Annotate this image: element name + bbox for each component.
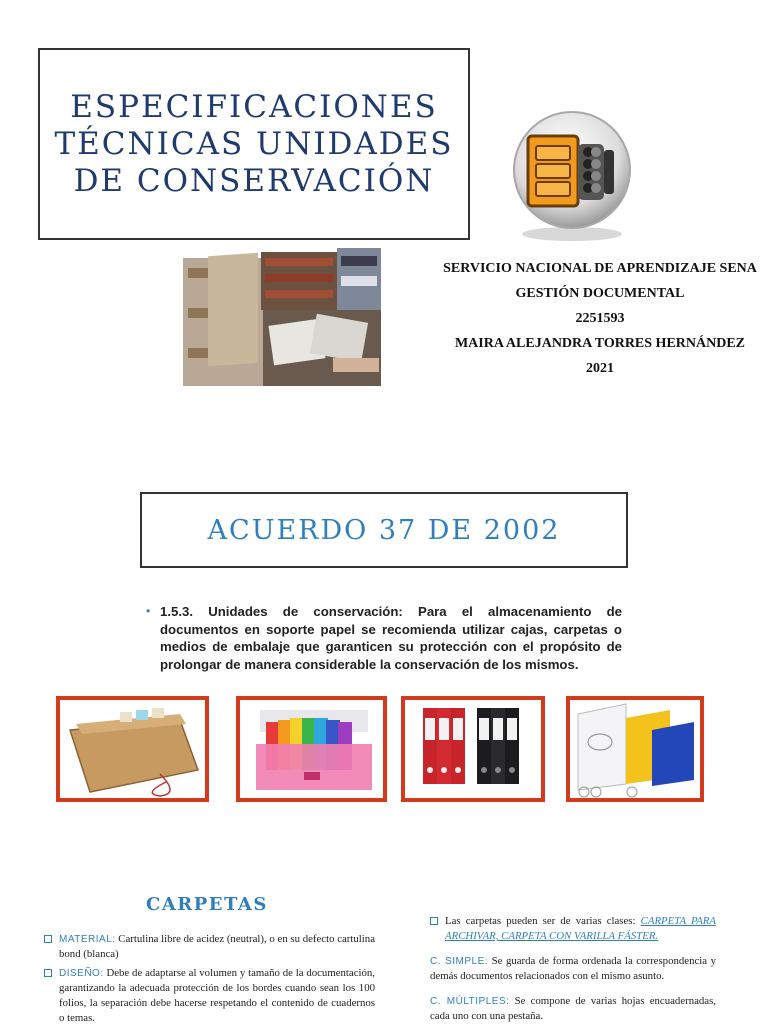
carpetas-right-column — [430, 914, 716, 1024]
list-item — [44, 932, 375, 962]
organization-block — [440, 256, 760, 381]
title-line-3: DE CONSERVACIÓN — [73, 162, 435, 199]
checkbox-bullet-icon — [44, 935, 52, 943]
agreement-paragraph: 1.5.3. Unidades de conservación: Para el almacenamiento de documentos en soporte papel se recomienda utilizar cajas, carpetas o medios de embalaje que garanticen su protección con el propósito de prolongar de manera considerable la conservación de los mismos. — [160, 604, 622, 672]
design-label: DISEÑO: — [59, 968, 104, 979]
checkbox-bullet-icon — [430, 917, 438, 925]
folder-types-link[interactable]: CARPETA PARA ARCHIVAR, CARPETA CON VARILLA FÁSTER. — [445, 915, 716, 942]
rainbow-expanding-folder-image — [236, 696, 387, 802]
simple-text: Se guarda de forma ordenada la correspondencia y demás documentos relacionados con el mismo asunto. — [430, 955, 716, 982]
archive-collage-image — [183, 248, 381, 386]
multiples-label: C. MÚLTIPLES: — [430, 996, 510, 1007]
binder-folders-image — [566, 696, 704, 802]
list-item — [44, 966, 375, 1026]
bullet-icon: • — [146, 604, 151, 618]
year: 2021 — [586, 361, 614, 376]
agreement-heading: ACUERDO 37 DE 2002 — [207, 514, 561, 546]
author-name: MAIRA ALEJANDRA TORRES HERNÁNDEZ — [454, 336, 746, 351]
agreement-heading-box — [140, 492, 628, 568]
carpetas-left-column — [44, 932, 375, 1030]
archive-cabinet-icon — [508, 106, 636, 244]
expanding-file-image — [56, 696, 209, 802]
checkbox-bullet-icon — [44, 969, 52, 977]
list-item — [430, 914, 716, 944]
carpetas-heading: CARPETAS — [146, 894, 268, 915]
ring-binders-image — [401, 696, 545, 802]
simple-folder-paragraph — [430, 954, 716, 984]
title-line-1: ESPECIFICACIONES — [70, 88, 438, 125]
multiple-folder-paragraph — [430, 994, 716, 1024]
simple-label: C. SIMPLE: — [430, 956, 489, 967]
classes-intro: Las carpetas pueden ser de varias clases: — [445, 915, 636, 927]
institution-name: SERVICIO NACIONAL DE APRENDIZAJE SENA — [443, 261, 757, 276]
group-number: 2251593 — [575, 311, 625, 326]
material-label: MATERIAL: — [59, 934, 116, 945]
title-box — [38, 48, 470, 240]
title-line-2: TÉCNICAS UNIDADES — [54, 125, 454, 162]
design-text: Debe de adaptarse al volumen y tamaño de la documentación, garantizando la adecuada protección de los bordes cuando sean los 100 folios, la separación debe hacerse respetando el contenido de cuadernos o temas. — [59, 967, 375, 1024]
multiples-text: Se compone de varias hojas encuadernadas, cada uno con una pestaña. — [430, 995, 716, 1022]
program-name: GESTIÓN DOCUMENTAL — [515, 286, 685, 301]
material-text: Cartulina libre de acidez (neutral), o en su defecto cartulina bond (blanca) — [59, 933, 375, 960]
